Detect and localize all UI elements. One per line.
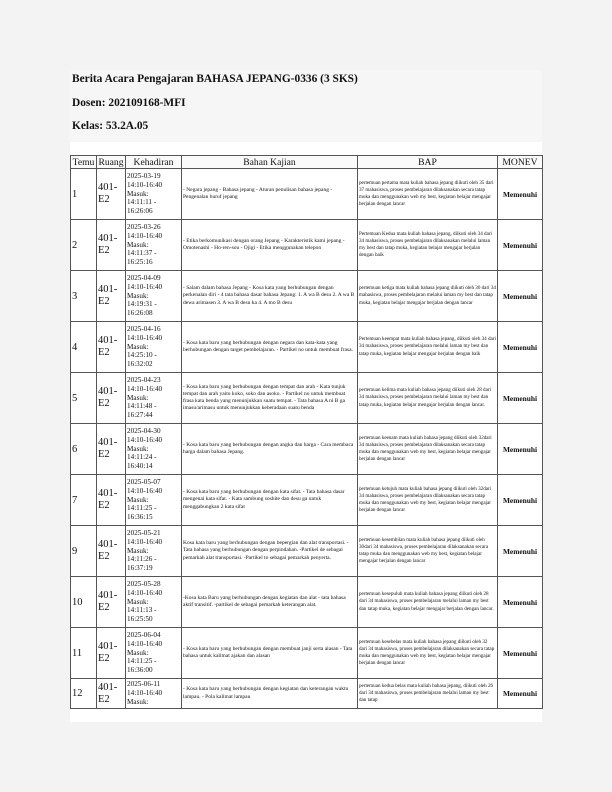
attendance-cell [126,628,182,679]
table-row [71,628,543,679]
attendance-date: 2025-03-26 [127,222,161,231]
table-row [71,679,543,709]
table-row [71,577,543,628]
teaching-report: Pertemuan keempat mata kuliah bahasa jepang, diikuti oleh 34 dari 34 mahasiswa, proses pembelajaran melalui laman my best dan tatap muka, kegiatan belajar mengajar berjalan dengan baik [358,322,498,373]
meeting-number: 2 [71,220,97,271]
attendance-cell [126,169,182,220]
header-temu: Temu [71,156,97,169]
table-row [71,271,543,322]
attendance-in-label: Masuk: [127,648,149,657]
room: 401-E2 [97,679,126,709]
attendance-schedule: 14:10-16:40 [127,689,163,698]
room: 401-E2 [97,169,126,220]
attendance-schedule: 14:10-16:40 [127,588,163,597]
study-material: - Kosa kata baru yang berhubungan dengan kata sifat. - Tata bahasa dasar mengenai kata sifat. - Kata sambung soshite dan desu ga untuk menggabungkan 2 kata sifat [182,475,358,526]
teaching-report: Pertemuan Kedua mata kuliah bahasa jepang, diikuti oleh 34 dari 34 mahasiswa, proses pembelajaran dilaksanakan melalui laman my best dan tatap muka, kegiatan belajar mengajar berjalan dengan baik [358,220,498,271]
room: 401-E2 [97,373,126,424]
attendance-cell [126,322,182,373]
attendance-date: 2025-06-04 [127,630,161,639]
meeting-number: 10 [71,577,97,628]
table-row [71,424,543,475]
header-bahan-kajian: Bahan Kajian [182,156,358,169]
attendance-schedule: 14:10-16:40 [127,435,163,444]
lecturer-id: Dosen: 202109168-MFI [72,96,186,109]
attendance-cell [126,220,182,271]
study-material: - Kosa kata baru yang berhubungan dengan angka dan harga - Cara membaca harga dalam bahasa Jepang. [182,424,358,475]
meeting-number: 12 [71,679,97,709]
attendance-in-time: 14:11:24 - 16:40:14 [127,453,157,471]
attendance-in-time: 14:19:31 - 16:26:08 [127,300,157,318]
attendance-date: 2025-04-09 [127,273,161,282]
attendance-in-time: 14:11:25 - 16:36:15 [127,504,157,522]
monev-status: Memenuhi [498,322,543,373]
study-material: - Kosa kata baru yang berhubungan dengan membuat janji serta alasan - Tata bahasa untuk kalimat ajakan dan alasan [182,628,358,679]
table-row [71,373,543,424]
meeting-number: 3 [71,271,97,322]
attendance-in-label: Masuk: [127,291,149,300]
attendance-cell [126,373,182,424]
attendance-schedule: 14:10-16:40 [127,537,163,546]
attendance-date: 2025-04-16 [127,324,161,333]
attendance-in-time: 14:11:37 - 16:25:16 [127,249,157,267]
teaching-report: pertemuan kesembilan mata kuliah bahasa jepang diikuti oleh 30dari 34 mahasiswa, proses pembelajaran dilaksanakan secara tatap muka dan menggunakan web my best, kegiatan belajar mengajar berjalan dengan lancar [358,526,498,577]
study-material: - Negara jepang - Bahasa jepang - Aturan penulisan bahasa jepang - Pengenalan huruf jepang [182,169,358,220]
study-material: - Etika berkomunikasi dengan orang Jepang - Karakteristik kami jepang - Omotenashi - Ho-ren-sou - Ojigi - Etika menggunakan telepon [182,220,358,271]
header-monev: MONEV [498,156,543,169]
meeting-number: 5 [71,373,97,424]
table-row [71,220,543,271]
monev-status: Memenuhi [498,628,543,679]
attendance-date: 2025-05-07 [127,477,161,486]
table-row [71,526,543,577]
attendance-date: 2025-04-23 [127,375,161,384]
study-material: - Kosa kata baru yang berhubungan dengan tempat dan arah - Kata tunjuk tempat dan arah yaitu koko, soko dan asoko. - Partikel no untuk membuat frasa kata benda yang menunjukkan suatu tempat. - Tata bahasa A ni B ga imasu/arimasu untuk menunjukkan keberadaan suatu benda [182,373,358,424]
attendance-in-label: Masuk: [127,495,149,504]
table-header-row [71,156,543,169]
attendance-cell [126,475,182,526]
document-title: Berita Acara Pengajaran BAHASA JEPANG-0336 (3 SKS) [72,73,358,85]
room: 401-E2 [97,220,126,271]
study-material: - Kosa kata baru yang berhubungan dengan negara dan kata-kata yang berhubungan dengan target pembelajaran. - Partikel no untuk membuat frasa. [182,322,358,373]
attendance-schedule: 14:10-16:40 [127,231,163,240]
attendance-in-label: Masuk: [127,189,149,198]
attendance-schedule: 14:10-16:40 [127,282,163,291]
attendance-in-time: 14:11:13 - 16:25:50 [127,606,157,624]
attendance-in-label: Masuk: [127,240,149,249]
monev-status: Memenuhi [498,679,543,709]
table-row [71,475,543,526]
teaching-report: pertemuan kesebelas mata kuliah bahasa jepang diikuti oleh 32 dari 34 mahasiswa, proses pembelajaran dilaksanakan secara tatap muka dan menggunakan web my best, kegiatan belajar mengajar berjalan dengan lancar [358,628,498,679]
class-id: Kelas: 53.2A.05 [72,120,149,132]
attendance-schedule: 14:10-16:40 [127,639,163,648]
room: 401-E2 [97,424,126,475]
attendance-schedule: 14:10-16:40 [127,333,163,342]
attendance-date: 2025-03-19 [127,171,161,180]
study-material: - Salam dalam bahasa Jepang - Kosa kata yang berhubungan dengan perkenalan diri - 4 tata bahasa dasar bahasa Jepang: 1. A wa B desu 2. A wa B dewa arimasen 3. A wa B desu ka 4. A mo B desu [182,271,358,322]
teaching-report: pertemuan kedua belas mata kuliah bahasa jepang, diikuti oleh 26 dari 34 mahasiswa, proses pembelajaran melalui laman my best dan tatap [358,679,498,709]
monev-status: Memenuhi [498,373,543,424]
attendance-date: 2025-05-21 [127,528,161,537]
attendance-in-time: 14:25:10 - 16:32:02 [127,351,157,369]
table-row [71,322,543,373]
room: 401-E2 [97,271,126,322]
monev-status: Memenuhi [498,577,543,628]
room: 401-E2 [97,526,126,577]
room: 401-E2 [97,475,126,526]
document-page [70,70,542,722]
header-ruang: Ruang [98,156,124,168]
study-material: -Kosa kata Baru yang berhubungan dengan kegiatan dan alat - tata bahasa aktif transitif. -partikel de sebagai pemarkah keterangan alat. [182,577,358,628]
attendance-in-time: 14:11:48 - 16:27:44 [127,402,157,420]
document-header [70,70,542,142]
teaching-report: pertemuan ketiga mata kuliah bahasa jepang diikuti oleh 30 dari 34 mahasiswa, proses pembelajaran melalui laman my best dan tatap muka, kegiatan belajar mengajar berjalan dengan lancar [358,271,498,322]
attendance-date: 2025-04-30 [127,426,161,435]
monev-status: Memenuhi [498,424,543,475]
attendance-in-time: 14:11:11 - 16:26:06 [127,198,157,216]
meeting-number: 7 [71,475,97,526]
attendance-date: 2025-05-28 [127,579,161,588]
attendance-schedule: 14:10-16:40 [127,486,163,495]
room: 401-E2 [97,577,126,628]
meeting-number: 4 [71,322,97,373]
attendance-in-time: 14:11:25 - 16:36:00 [127,657,157,675]
attendance-in-label: Masuk: [127,546,149,555]
study-material: - Kosa kata baru yang berhubungan dengan kegiatan dan keterangan waktu lampau. - Pola kalimat lampau [182,679,358,709]
attendance-in-label: Masuk: [127,444,149,453]
monev-status: Memenuhi [498,169,543,220]
attendance-cell [126,526,182,577]
teaching-report: pertemuan pertama mata kuliah bahasa jepang diikuti oleh 35 dari 37 mahasiswa, proses pembelajaran dilaksanakan secara tatap muka dan menggunakan web my best, kegiatan belajar mengajar berjalan dengan lancar [358,169,498,220]
teaching-report: pertemuan kesepuluh mata kuliah bahasa jepang diikuti oleh 28 dari 34 mahasiswa, proses pembelajaran melalui laman my best dan tatap muka, kegiatan belajar mengajar berjalan dengan lancar. [358,577,498,628]
attendance-table [70,155,543,709]
attendance-schedule: 14:10-16:40 [127,384,163,393]
room: 401-E2 [97,628,126,679]
meeting-number: 11 [71,628,97,679]
monev-status: Memenuhi [498,271,543,322]
attendance-in-label: Masuk: [127,393,149,402]
attendance-in-label: Masuk: [127,597,149,606]
attendance-in-time: 14:11:26 - 16:37:19 [127,555,157,573]
header-bap: BAP [358,156,498,169]
table-row [71,169,543,220]
attendance-cell [126,679,182,709]
teaching-report: pertemuan keenam mata kuliah bahasa jepang diikuti oleh 32dari 34 mahasiswa, proses pembelajaran dilaksanakan secara tatap muka dan menggunakan web my best, kegiatan belajar mengajar berjalan dengan lancar [358,424,498,475]
monev-status: Memenuhi [498,526,543,577]
study-material: Kosa kata baru yang berhubungan dengan bepergian dan alat transportasi. -Tata bahasa yang berhubungan dengan perpindahan. -Partikel de sebagai pemarkah alat transportasi. -Partikel to sebagai pemarkah penyerta. [182,526,358,577]
attendance-cell [126,577,182,628]
monev-status: Memenuhi [498,220,543,271]
attendance-date: 2025-06-11 [127,680,161,689]
attendance-in-label: Masuk: [127,342,149,351]
header-kehadiran: Kehadiran [126,156,182,169]
monev-status: Memenuhi [498,475,543,526]
meeting-number: 1 [71,169,97,220]
meeting-number: 6 [71,424,97,475]
attendance-cell [126,271,182,322]
attendance-cell [126,424,182,475]
attendance-schedule: 14:10-16:40 [127,180,163,189]
meeting-number: 9 [71,526,97,577]
room: 401-E2 [97,322,126,373]
teaching-report: pertemuan ketujuh mata kuliah bahasa jepang diikuti oleh 32dari 34 mahasiswa, proses pembelajaran dilaksanakan secara tatap muka dan menggunakan web my best, kegiatan belajar mengajar berjalan dengan lancar [358,475,498,526]
attendance-in-label: Masuk: [127,697,149,706]
teaching-report: pertemuan kelima mata kuliah bahasa jepang diikuti oleh 28 dari 34 mahasiswa, proses pembelajaran melalui laman my best dan tatap muka, kegiatan belajar mengajar berjalan dengan lancar. [358,373,498,424]
